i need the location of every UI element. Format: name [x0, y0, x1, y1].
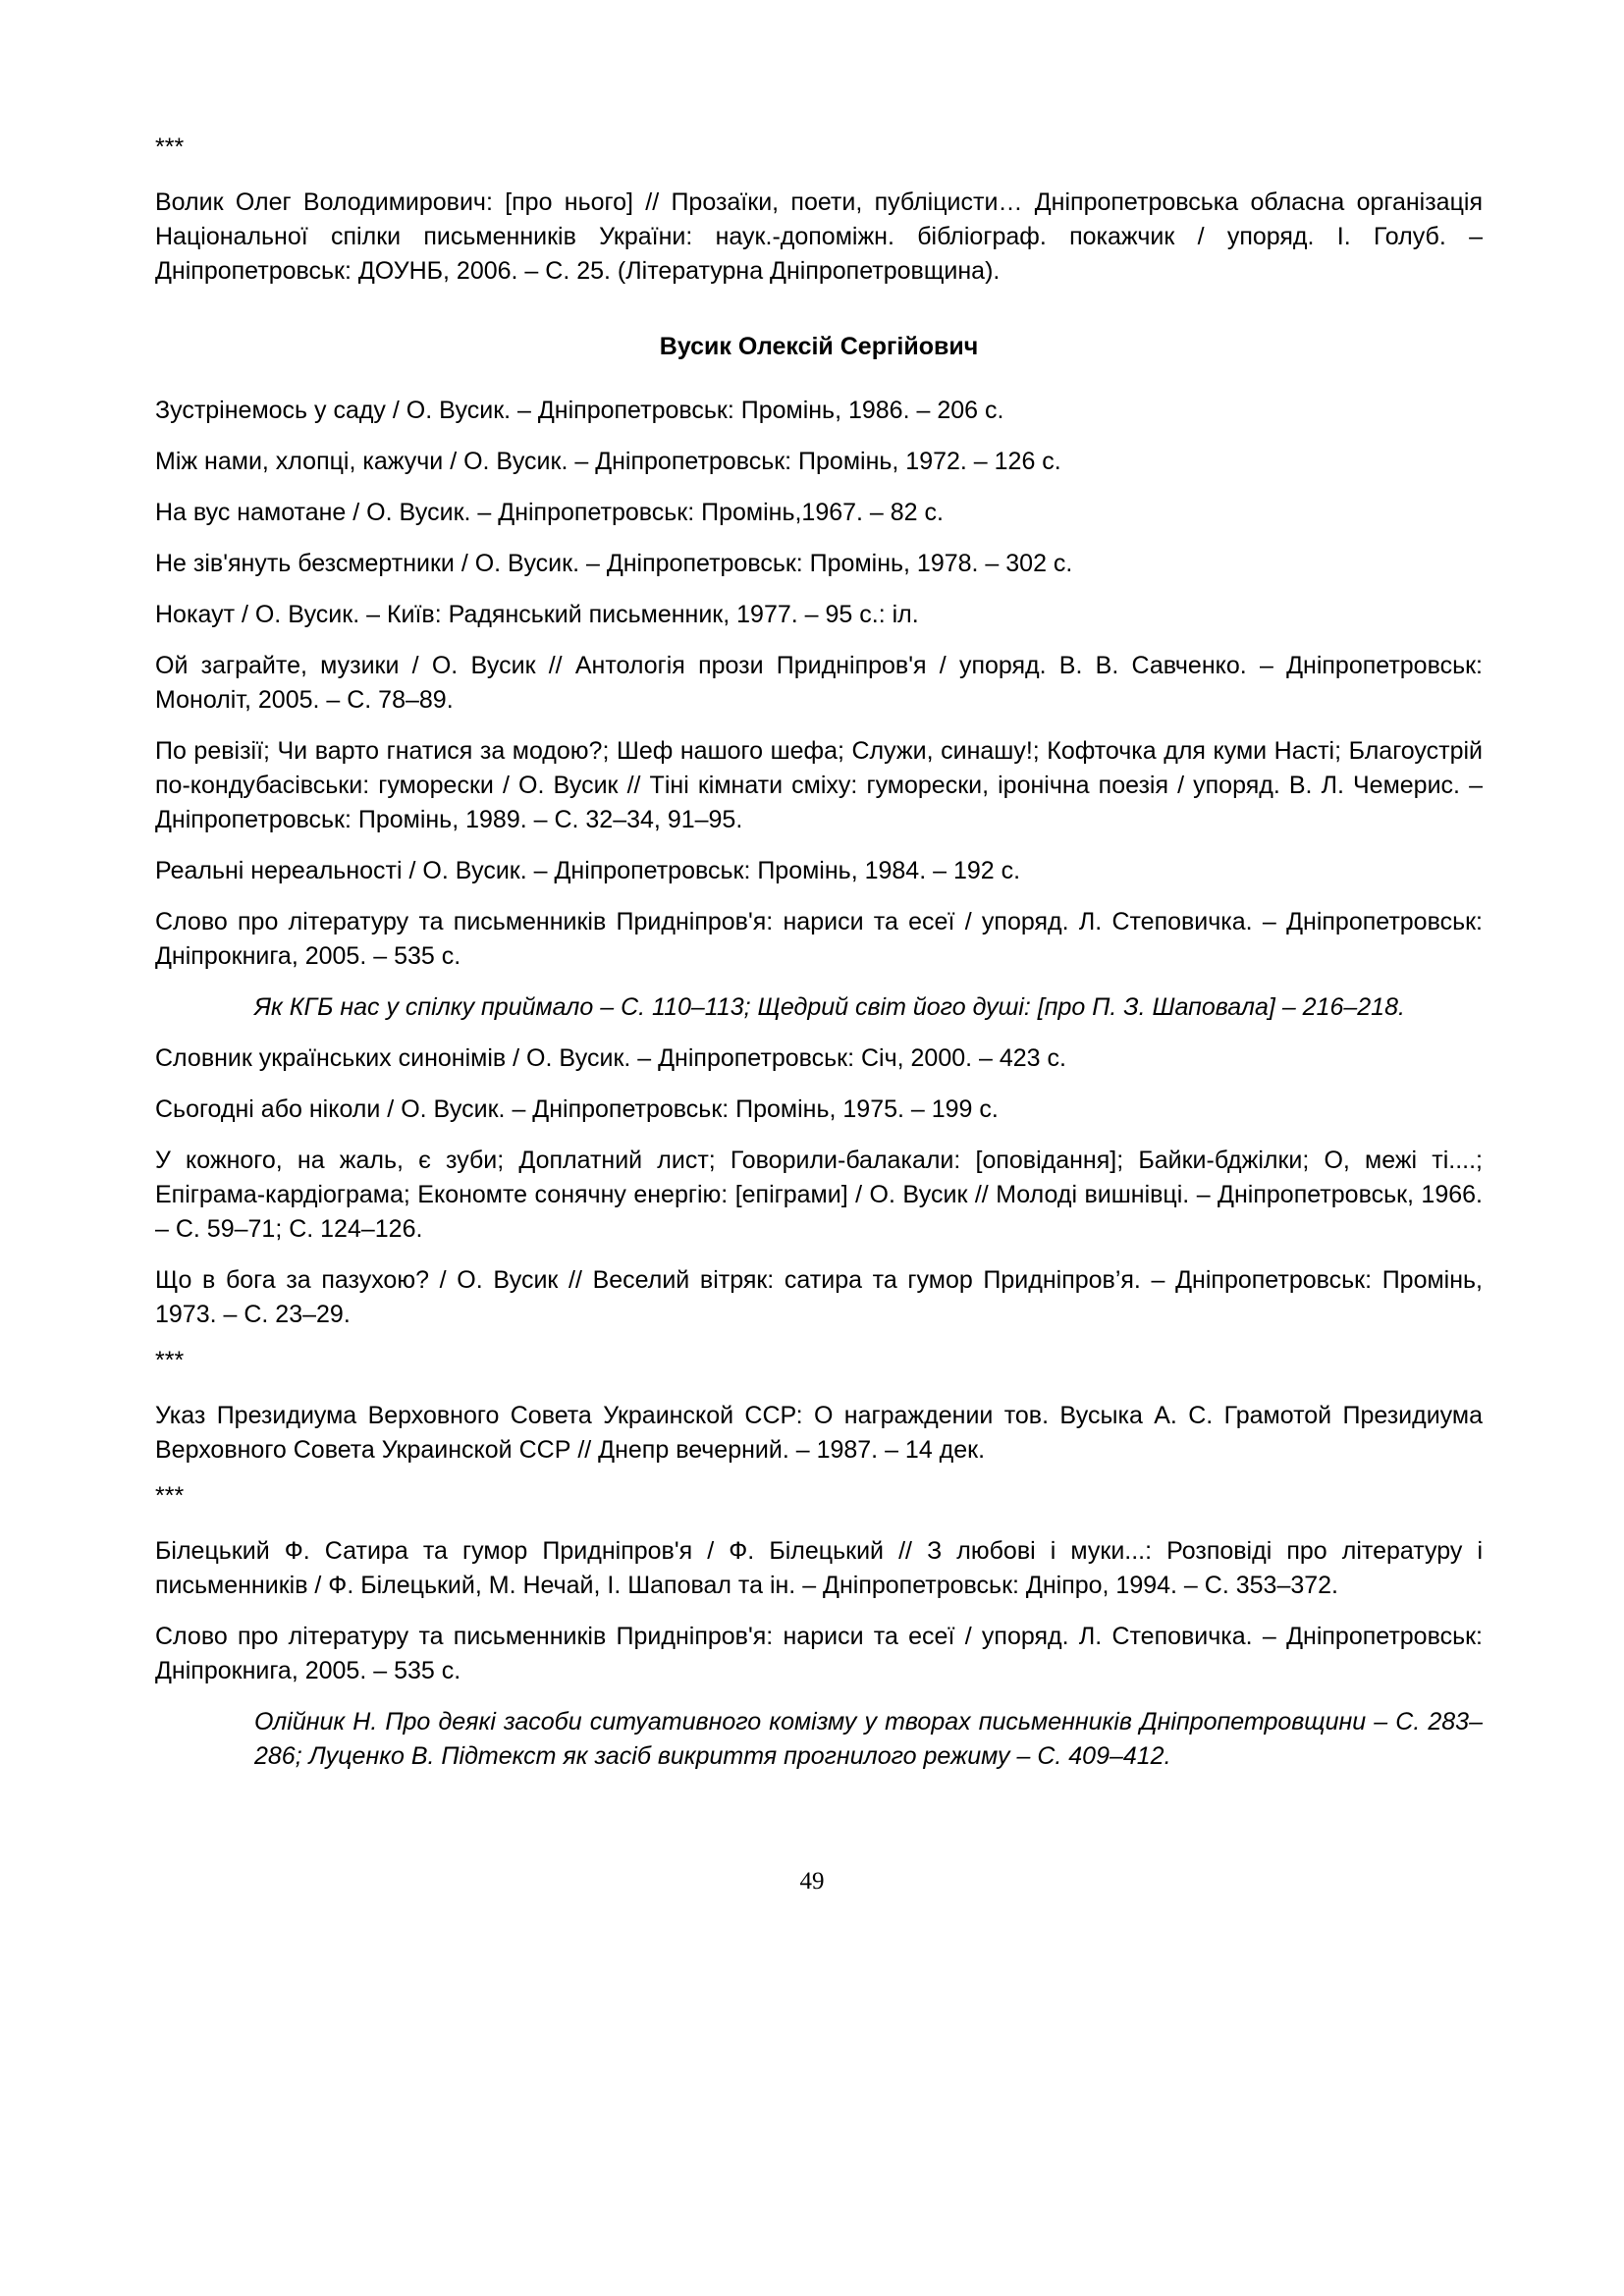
section-separator: ***	[155, 133, 185, 161]
section-separator: ***	[155, 1347, 185, 1374]
author-heading: Вусик Олексій Сергійович	[659, 333, 979, 360]
bibliography-entry: Волик Олег Володимирович: [про нього] // Прозаїки, поети, публіцисти… Дніпропетровська обласна організація Національної спілки письменників України: наук.-допоміжн. бібліограф. покажчик / упоряд. І. Голуб. – Дніпропетровськ: ДОУНБ, 2006. – С. 25. (Літературна Дніпропетровщина).	[155, 188, 1483, 285]
work-entry: Ой заграйте, музики / О. Вусик // Антологія прози Придніпров'я / упоряд. В. В. Савченко. – Дніпропетровськ: Моноліт, 2005. – С. 78–89.	[155, 652, 1483, 714]
work-entry: На вус намотане / О. Вусик. – Дніпропетровськ: Промінь,1967. – 82 с.	[155, 499, 944, 526]
work-entry: Між нами, хлопці, кажучи / О. Вусик. – Дніпропетровськ: Промінь, 1972. – 126 с.	[155, 448, 1061, 475]
work-entry: Нокаут / О. Вусик. – Київ: Радянський письменник, 1977. – 95 с.: іл.	[155, 601, 919, 628]
work-entry: Зустрінемось у саду / О. Вусик. – Дніпропетровськ: Промінь, 1986. – 206 с.	[155, 397, 1004, 424]
work-entry: По ревізії; Чи варто гнатися за модою?; Шеф нашого шефа; Служи, синашу!; Кофточка для куми Насті; Благоустрій по-кондубасівськи: гуморески / О. Вусик // Тіні кімнати сміху: гуморески, іронічна поезія / упоряд. В. Л. Чемерис. – Дніпропетровськ: Промінь, 1989. – С. 32–34, 91–95.	[155, 737, 1483, 833]
award-entry: Указ Президиума Верховного Совета Украинской ССР: О награждении тов. Вусыка А. С. Грамотой Президиума Верховного Совета Украинской ССР // Днепр вечерний. – 1987. – 14 дек.	[155, 1402, 1483, 1464]
literature-entry: Білецький Ф. Сатира та гумор Придніпров'я / Ф. Білецький // З любові і муки...: Розповіді про літературу і письменників / Ф. Білецький, М. Нечай, І. Шаповал та ін. – Дніпропетровськ: Дніпро, 1994. – С. 353–372.	[155, 1537, 1483, 1599]
work-entry: Реальні нереальності / О. Вусик. – Дніпропетровськ: Промінь, 1984. – 192 с.	[155, 857, 1021, 884]
literature-entry: Слово про літературу та письменників Придніпров'я: нариси та есеї / упоряд. Л. Степовичка. – Дніпропетровськ: Дніпрокнига, 2005. – 535 с.	[155, 1623, 1483, 1684]
work-entry: Що в бога за пазухою? / О. Вусик // Веселий вітряк: сатира та гумор Придніпров’я. – Дніпропетровськ: Промінь, 1973. – С. 23–29.	[155, 1266, 1483, 1328]
document-page	[155, 135, 1483, 1790]
work-entry: Сьогодні або ніколи / О. Вусик. – Дніпропетровськ: Промінь, 1975. – 199 с.	[155, 1095, 999, 1123]
work-entry: Не зів'януть безсмертники / О. Вусик. – Дніпропетровськ: Промінь, 1978. – 302 с.	[155, 550, 1073, 577]
literature-contents-note: Олійник Н. Про деякі засоби ситуативного комізму у творах письменників Дніпропетровщини – С. 283–286; Луценко В. Підтекст як засіб викриття прогнилого режиму – С. 409–412.	[254, 1708, 1483, 1770]
work-entry: Словник українських синонімів / О. Вусик. – Дніпропетровськ: Січ, 2000. – 423 с.	[155, 1044, 1066, 1072]
work-entry: У кожного, на жаль, є зуби; Доплатний лист; Говорили-балакали: [оповідання]; Байки-бджілки; О, межі ті....; Епіграма-кардіограма; Економте сонячну енергію: [епіграми] / О. Вусик // Молоді вишнівці. – Дніпропетровськ, 1966. – С. 59–71; С. 124–126.	[155, 1147, 1483, 1243]
work-contents-note: Як КГБ нас у спілку приймало – С. 110–113; Щедрий світ його душі: [про П. З. Шаповала] – 216–218.	[254, 993, 1405, 1021]
work-entry: Слово про літературу та письменників Придніпров'я: нариси та есеї / упоряд. Л. Степовичка. – Дніпропетровськ: Дніпрокнига, 2005. – 535 с.	[155, 908, 1483, 970]
page-number: 49	[799, 1868, 825, 1895]
section-separator: ***	[155, 1482, 185, 1510]
